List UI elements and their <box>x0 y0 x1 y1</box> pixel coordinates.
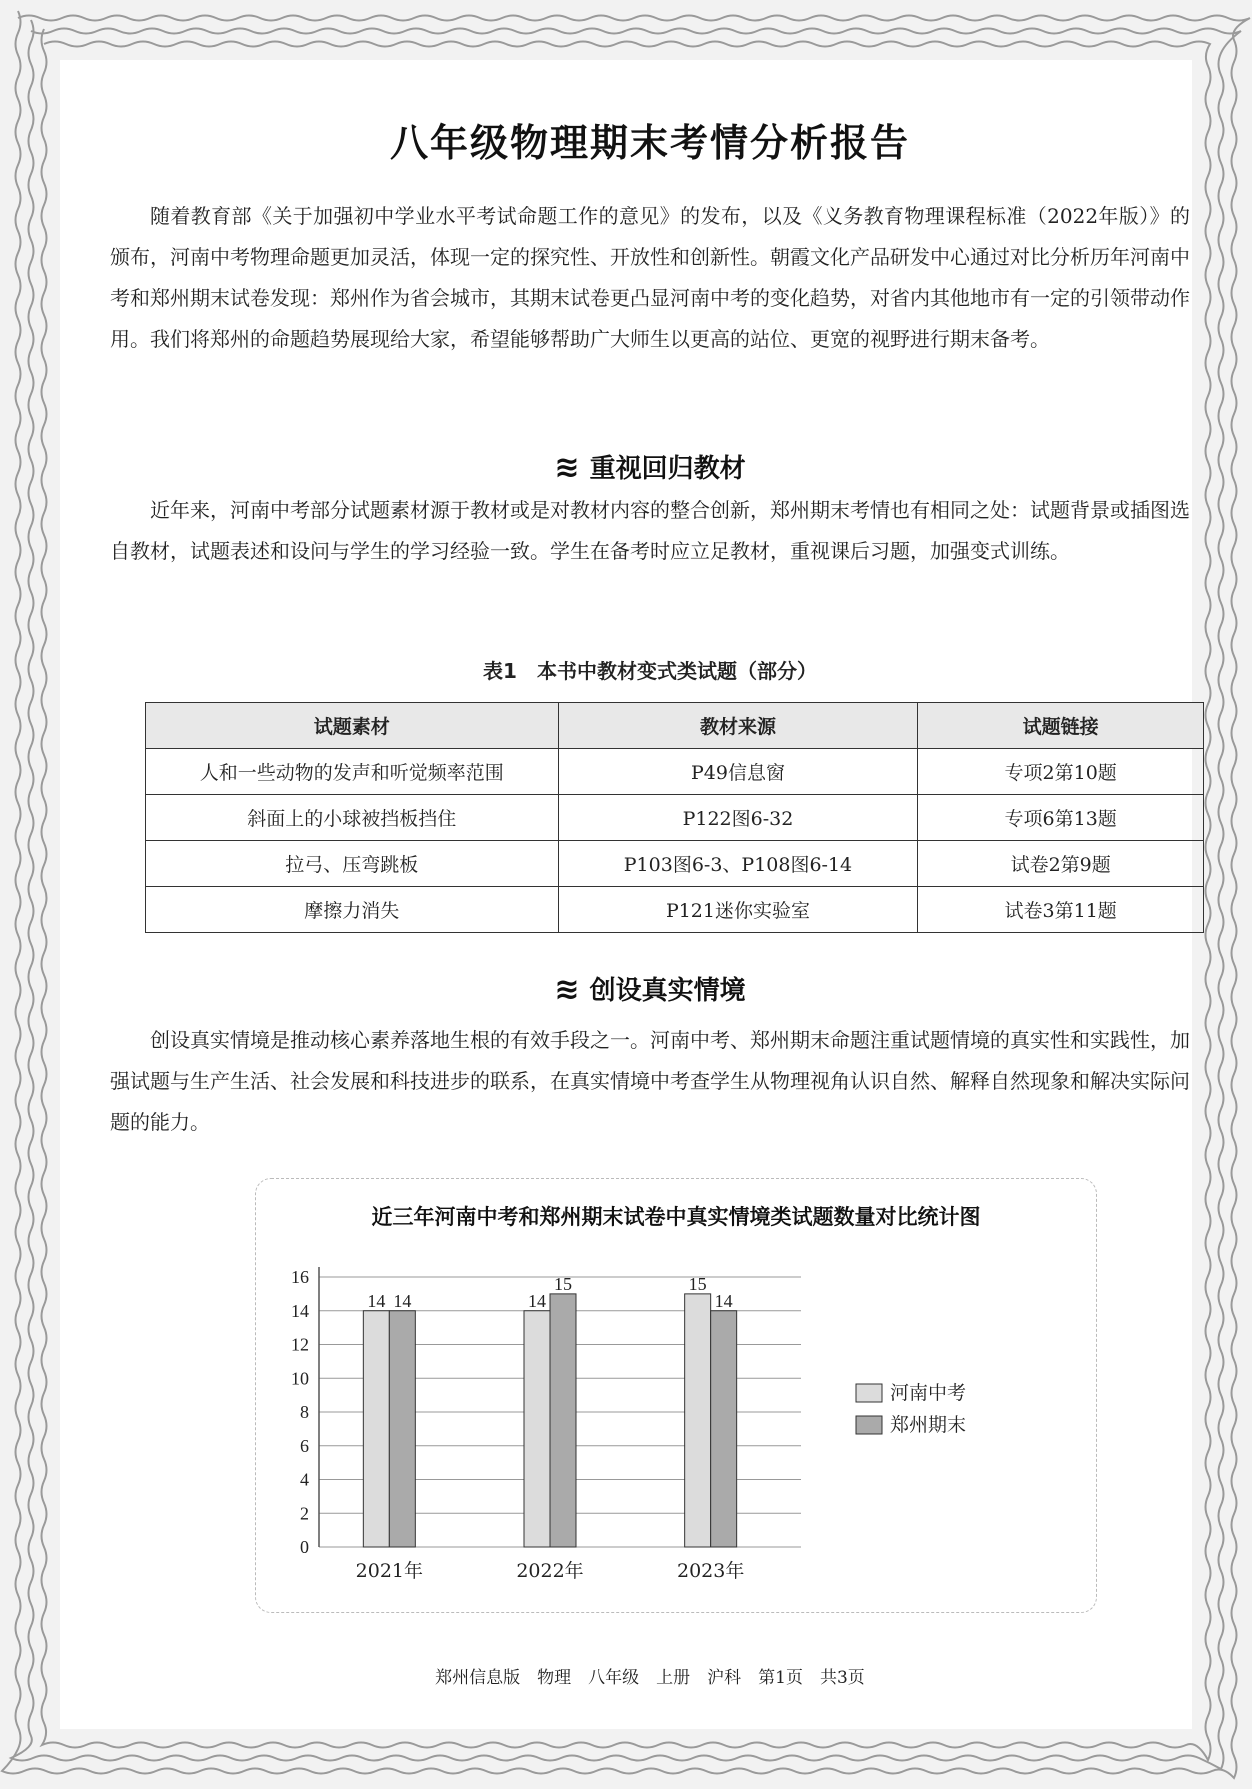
section-heading-2-text: 创设真实情境 <box>589 976 746 1006</box>
chart-title: 近三年河南中考和郑州期末试卷中真实情境类试题数量对比统计图 <box>371 1205 981 1229</box>
bar <box>711 1311 737 1547</box>
data-label: 15 <box>554 1273 572 1294</box>
section-heading-1 <box>110 448 1190 485</box>
page-title: 八年级物理期末考情分析报告 <box>389 121 910 165</box>
section-heading-1-text: 重视回归教材 <box>589 454 746 484</box>
table-cell: P122图6-32 <box>558 795 918 841</box>
table-cell: 斜面上的小球被挡板挡住 <box>146 795 559 841</box>
table-cell: 摩擦力消失 <box>146 887 559 933</box>
data-label: 15 <box>688 1273 707 1294</box>
bar <box>550 1294 576 1547</box>
legend-swatch <box>856 1384 882 1402</box>
table-cell: 专项2第10题 <box>918 749 1204 795</box>
wave-symbol-icon: ≋ <box>554 450 580 485</box>
bar <box>524 1311 550 1547</box>
wave-symbol-icon: ≋ <box>554 972 580 1007</box>
y-tick-label: 0 <box>300 1537 309 1557</box>
bar-chart <box>256 1179 1096 1612</box>
data-label: 14 <box>393 1290 412 1311</box>
y-tick-label: 2 <box>300 1503 309 1524</box>
table-cell: 专项6第13题 <box>918 795 1204 841</box>
table-cell: P121迷你实验室 <box>558 887 918 933</box>
y-tick-label: 12 <box>291 1334 309 1355</box>
table-cell: 拉弓、压弯跳板 <box>146 841 559 887</box>
data-label: 14 <box>528 1290 546 1311</box>
section1-paragraph: 近年来，河南中考部分试题素材源于教材或是对教材内容的整合创新，郑州期末考情也有相同之处：试题背景或插图选自教材，试题表述和设问与学生的学习经验一致。学生在备考时应立足教材，重视课后习题，加强变式训练。 <box>110 498 1190 563</box>
y-tick-label: 6 <box>300 1435 309 1456</box>
table-row <box>146 887 1204 933</box>
y-tick-label: 8 <box>300 1402 309 1422</box>
page-footer: 郑州信息版 物理 八年级 上册 沪科 第1页 共3页 <box>435 1668 865 1688</box>
legend-swatch <box>856 1416 882 1434</box>
column-header: 试题链接 <box>918 703 1204 749</box>
data-label: 14 <box>367 1290 386 1311</box>
data-label: 14 <box>714 1290 733 1311</box>
table-row <box>146 795 1204 841</box>
bar <box>389 1311 415 1547</box>
x-tick-label: 2022年 <box>516 1560 584 1582</box>
column-header: 试题素材 <box>146 703 559 749</box>
bar-chart-container <box>255 1178 1097 1613</box>
textbook-variant-table <box>145 702 1204 933</box>
y-tick-label: 16 <box>291 1267 309 1287</box>
y-tick-label: 4 <box>300 1469 309 1490</box>
bar <box>685 1294 711 1547</box>
table-cell: 人和一些动物的发声和听觉频率范围 <box>146 749 559 795</box>
section-heading-2 <box>110 970 1190 1007</box>
table-cell: P49信息窗 <box>558 749 918 795</box>
table-cell: 试卷2第9题 <box>918 841 1204 887</box>
table-header-row <box>146 703 1204 749</box>
table-row <box>146 749 1204 795</box>
table-cell: P103图6-3、P108图6-14 <box>558 841 918 887</box>
column-header: 教材来源 <box>558 703 918 749</box>
table-row <box>146 841 1204 887</box>
intro-paragraph: 随着教育部《关于加强初中学业水平考试命题工作的意见》的发布，以及《义务教育物理课程标准（2022年版）》的颁布，河南中考物理命题更加灵活，体现一定的探究性、开放性和创新性。朝霞文化产品研发中心通过对比分析历年河南中考和郑州期末试卷发现：郑州作为省会城市，其期末试卷更凸显河南中考的变化趋势，对省内其他地市有一定的引领带动作用。我们将郑州的命题趋势展现给大家，希望能够帮助广大师生以更高的站位、更宽的视野进行期末备考。 <box>110 204 1190 351</box>
table-cell: 试卷3第11题 <box>918 887 1204 933</box>
y-tick-label: 14 <box>291 1300 309 1321</box>
y-tick-label: 10 <box>291 1368 309 1389</box>
legend-label: 河南中考 <box>890 1382 967 1404</box>
table-caption: 表1 本书中教材变式类试题（部分） <box>483 659 817 683</box>
bar <box>363 1311 389 1547</box>
x-tick-label: 2021年 <box>355 1560 424 1582</box>
x-tick-label: 2023年 <box>676 1560 745 1582</box>
legend-label: 郑州期末 <box>890 1414 967 1436</box>
section2-paragraph: 创设真实情境是推动核心素养落地生根的有效手段之一。河南中考、郑州期末命题注重试题情境的真实性和实践性，加强试题与生产生活、社会发展和科技进步的联系，在真实情境中考查学生从物理视角认识自然、解释自然现象和解决实际问题的能力。 <box>110 1028 1190 1134</box>
